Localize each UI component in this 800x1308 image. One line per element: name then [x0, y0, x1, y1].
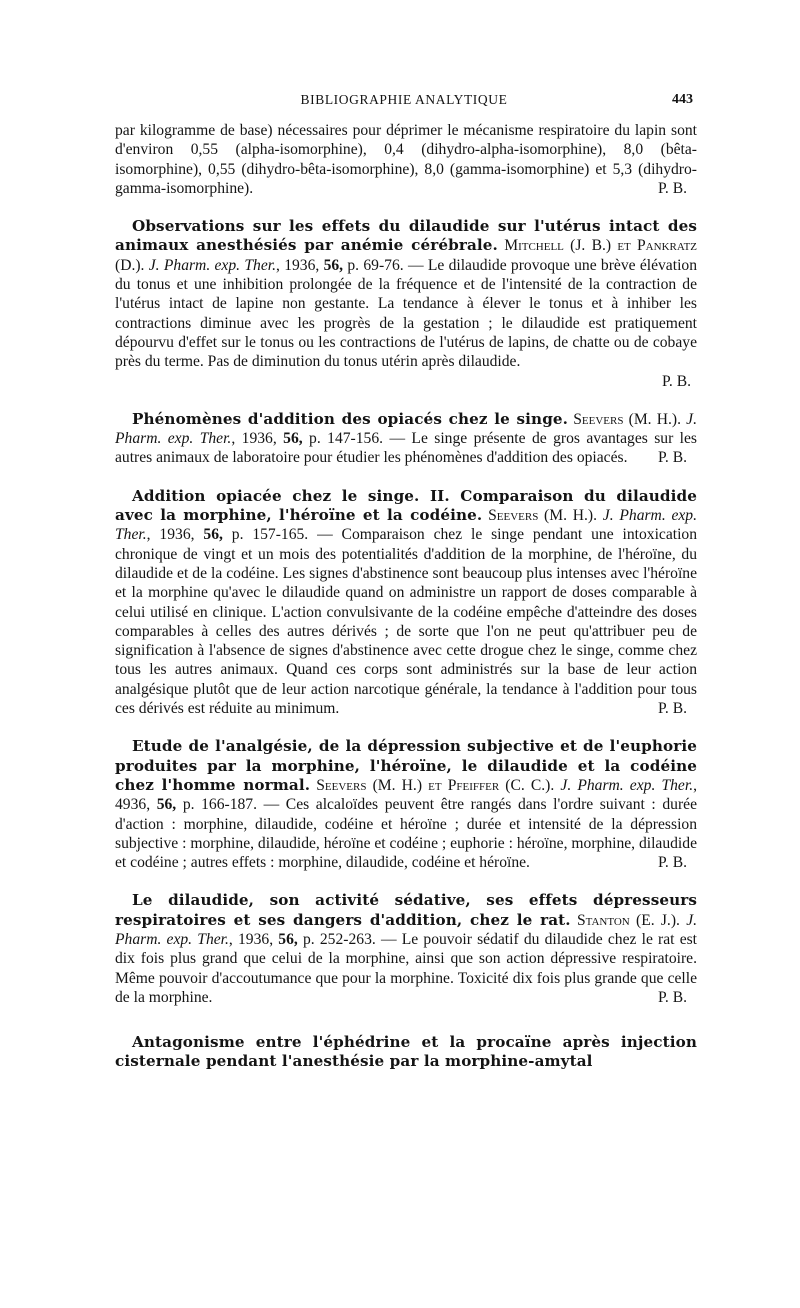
entry-signature: P. B.	[661, 372, 691, 390]
bibliography-entry	[115, 410, 697, 468]
entry-pages: p. 157-165.	[231, 526, 309, 544]
entry-abstract: par kilogramme de base) nécessaires pour déprimer le mécanisme respiratoire du lapin sont d'environ 0,55 (alpha-isomorphine), 0,4 (dihydro-alpha-isomorphine), 8,0 (bêta-isomorphine), 0,55 (dihydro-bêta-isomorphine), 8,0 (gamma-isomorphine) et 5,3 (dihydro-gamma-isomorphine). P. B.	[115, 122, 697, 197]
running-title: BIBLIOGRAPHIE ANALYTIQUE	[300, 92, 508, 107]
entry-title: Le dilaudide, son activité sédative, ses effets dépresseurs respiratoires et ses dangers d'addition, chez le rat.	[115, 891, 697, 929]
entry-title: Addition opiacée chez le singe. II. Comparaison du dilaudide avec la morphine, l'héroïne et la codéine.	[115, 486, 697, 525]
bibliography-entry	[115, 487, 697, 719]
entry-volume: 56,	[283, 430, 303, 448]
entry-journal: J. Pharm. exp. Ther.	[115, 410, 697, 448]
entry-year: 1936,	[159, 526, 195, 544]
entry-text: Addition opiacée chez le singe. II. Comparaison du dilaudide avec la morphine, l'héroïne et la codéine. Seevers (M. H.). J. Pharm. exp. Ther., 1936, 56, p. 157-165. — Comparaison chez le singe pendant une intoxication chronique de vingt et un mois des potentialités d'addition de la morphine, de l'héroïne, du dilaudide et de la codéine. Les signes d'abstinence sont beaucoup plus intenses avec l'héroïne et la morphine qu'avec le dilaudide quand on administre un rapport de doses comparable à celui utilisé en clinique. L'action convulsivante de la codéine empêche d'atteindre des doses comparables à celles des autres dérivés ; de sorte que l'on ne peut qu'attribuer peu de signification à l'absence de signes d'abstinence avec cette drogue chez le singe, comme chez tous les autres animaux. Quand ces corps sont administrés sur la base de leur action analgésique plutôt que de leur action narcotique générale, la tendance à l'addition pour tous ces dérivés est réduite au minimum. P. B.	[115, 486, 698, 718]
entry-year: 1936,	[284, 256, 320, 274]
entry-signature: P. B.	[657, 700, 687, 718]
bibliography-entry	[115, 1033, 697, 1072]
bibliography-entry	[115, 217, 697, 391]
entry-authors: Seevers (M. H.).	[573, 410, 681, 428]
entry-authors: Stanton (E. J.).	[576, 911, 680, 929]
entry-authors: Seevers (M. H.) et Pfeiffer (C. C.).	[316, 776, 555, 794]
entry-continuation	[115, 121, 697, 198]
entry-pages: p. 252-263.	[303, 930, 376, 948]
entry-abstract: — Le dilaudide provoque une brève élévation du tonus et une inhibition prolongée de la fréquence et de l'intensité de la contraction de l'utérus intact de lapine non gestante. La tendance à élever le tonus et à inhiber les contractions diminue avec les progrès de la gestation ; le dilaudide est pratiquement dépourvu d'effet sur le tonus ou les contractions de l'utérus de lapins, de chatte ou de cobaye près du terme. Pas de diminution du tonus utérin après dilaudide.	[115, 256, 697, 371]
entry-text: Observations sur les effets du dilaudide sur l'utérus intact des animaux anesthésiés par anémie cérébrale. Mitchell (J. B.) et Pankratz (D.). J. Pharm. exp. Ther., 1936, 56, p. 69-76. — Le dilaudide provoque une brève élévation du tonus et une inhibition prolongée de la fréquence et de l'intensité de la contraction de l'utérus intact de lapine non gestante. La tendance à élever le tonus et à inhiber les contractions diminue avec les progrès de la gestation ; le dilaudide est pratiquement dépourvu d'effet sur le tonus ou les contractions de l'utérus de lapins, de chatte ou de cobaye près du terme. Pas de diminution du tonus utérin après dilaudide.	[115, 217, 698, 371]
bibliography-entry	[115, 737, 697, 872]
entry-year: 1936,	[241, 430, 277, 448]
entry-text: Le dilaudide, son activité sédative, ses effets dépresseurs respiratoires et ses dangers d'addition, chez le rat. Stanton (E. J.). J. Pharm. exp. Ther., 1936, 56, p. 252-263. — Le pouvoir sédatif du dilaudide chez le rat est dix fois plus grand que celui de la morphine, ainsi que son action dépressive respiratoire. Même pouvoir d'accoutumance que pour la morphine. Toxicité dix fois plus grande que celle de la morphine. P. B.	[115, 891, 698, 1006]
article-body	[115, 121, 697, 1072]
entry-year: 1936,	[238, 930, 274, 948]
entry-pages: p. 69-76.	[347, 256, 404, 274]
entry-year: 4936,	[115, 796, 151, 814]
entry-abstract: — Le pouvoir sédatif du dilaudide chez le rat est dix fois plus grand que celui de la morphine, ainsi que son action dépressive respiratoire. Même pouvoir d'accoutumance que pour la morphine. Toxicité dix fois plus grande que celle de la morphine.	[115, 930, 698, 1006]
entry-volume: 56,	[323, 256, 344, 274]
entry-signature: P. B.	[657, 179, 687, 197]
entry-title: Phénomènes d'addition des opiacés chez le singe.	[132, 409, 569, 428]
entry-journal: J. Pharm. exp. Ther.	[115, 911, 698, 948]
entry-signature: P. B.	[657, 449, 687, 467]
entry-abstract: — Ces alcaloïdes peuvent être rangés dans l'ordre suivant : durée d'action : morphine, dilaudide, codéine et héroïne ; durée et intensité de la dépression subjective : morphine, dilaudide, héroïne et codéine ; euphorie : héroïne, morphine, dilaudide et codéine ; autres effets : morphine, dilaudide, codéine et héroïne.	[115, 796, 697, 872]
entry-journal: J. Pharm. exp. Ther.	[115, 507, 698, 544]
entry-authors: Mitchell (J. B.) et Pankratz (D.).	[115, 237, 698, 274]
page-header	[115, 92, 693, 112]
entry-volume: 56,	[278, 930, 298, 948]
entry-text: Phénomènes d'addition des opiacés chez le singe. Seevers (M. H.). J. Pharm. exp. Ther., 1936, 56, p. 147-156. — Le singe présente de gros avantages sur les autres animaux de laboratoire pour étudier les phénomènes d'addition des opiacés. P. B.	[115, 409, 698, 467]
entry-pages: p. 166-187.	[182, 796, 257, 814]
entry-title: Observations sur les effets du dilaudide sur l'utérus intact des animaux anesthésiés par anémie cérébrale.	[115, 217, 697, 255]
entry-authors: Seevers (M. H.).	[488, 507, 598, 525]
entry-title: Antagonisme entre l'éphédrine et la procaïne après injection cisternale pendant l'anesthésie par la morphine-amytal	[115, 1033, 697, 1071]
entry-abstract: — Le singe présente de gros avantages sur les autres animaux de laboratoire pour étudier les phénomènes d'addition des opiacés.	[115, 430, 698, 467]
entry-journal: J. Pharm. exp. Ther.	[148, 256, 276, 274]
page-number: 443	[672, 92, 693, 107]
entry-signature: P. B.	[657, 854, 687, 872]
bibliography-entry	[115, 891, 697, 1007]
entry-volume: 56,	[203, 526, 223, 544]
entry-text: Etude de l'analgésie, de la dépression subjective et de l'euphorie produites par la morphine, l'héroïne, le dilaudide et la codéine chez l'homme normal. Seevers (M. H.) et Pfeiffer (C. C.). J. Pharm. exp. Ther., 4936, 56, p. 166-187. — Ces alcaloïdes peuvent être rangés dans l'ordre suivant : durée d'action : morphine, dilaudide, codéine et héroïne ; durée et intensité de la dépression subjective : morphine, dilaudide, héroïne et codéine ; euphorie : héroïne, morphine, dilaudide et codéine ; autres effets : morphine, dilaudide, codéine et héroïne. P. B.	[115, 737, 697, 872]
entry-volume: 56,	[156, 796, 177, 814]
entry-abstract: — Comparaison chez le singe pendant une intoxication chronique de vingt et un mois des potentialités d'addition de la morphine, de l'héroïne, du dilaudide et de la codéine. Les signes d'abstinence sont beaucoup plus intenses avec l'héroïne et la morphine qu'avec le dilaudide quand on administre un rapport de doses comparable à celui utilisé en clinique. L'action convulsivante de la codéine empêche d'atteindre des doses comparables à celles des autres dérivés ; de sorte que l'on ne peut qu'attribuer peu de signification à l'absence de signes d'abstinence avec cette drogue chez le singe, comme chez tous les autres animaux. Quand ces corps sont administrés sur la base de leur action analgésique plutôt que de leur action narcotique générale, la tendance à l'addition pour tous ces dérivés est réduite au minimum.	[115, 526, 698, 718]
entry-pages: p. 147-156.	[309, 430, 384, 448]
entry-text	[115, 1033, 697, 1072]
entry-title: Etude de l'analgésie, de la dépression subjective et de l'euphorie produites par la morphine, l'héroïne, le dilaudide et la codéine chez l'homme normal.	[115, 737, 697, 794]
entry-signature: P. B.	[657, 988, 687, 1006]
entry-journal: J. Pharm. exp. Ther.	[560, 776, 694, 794]
